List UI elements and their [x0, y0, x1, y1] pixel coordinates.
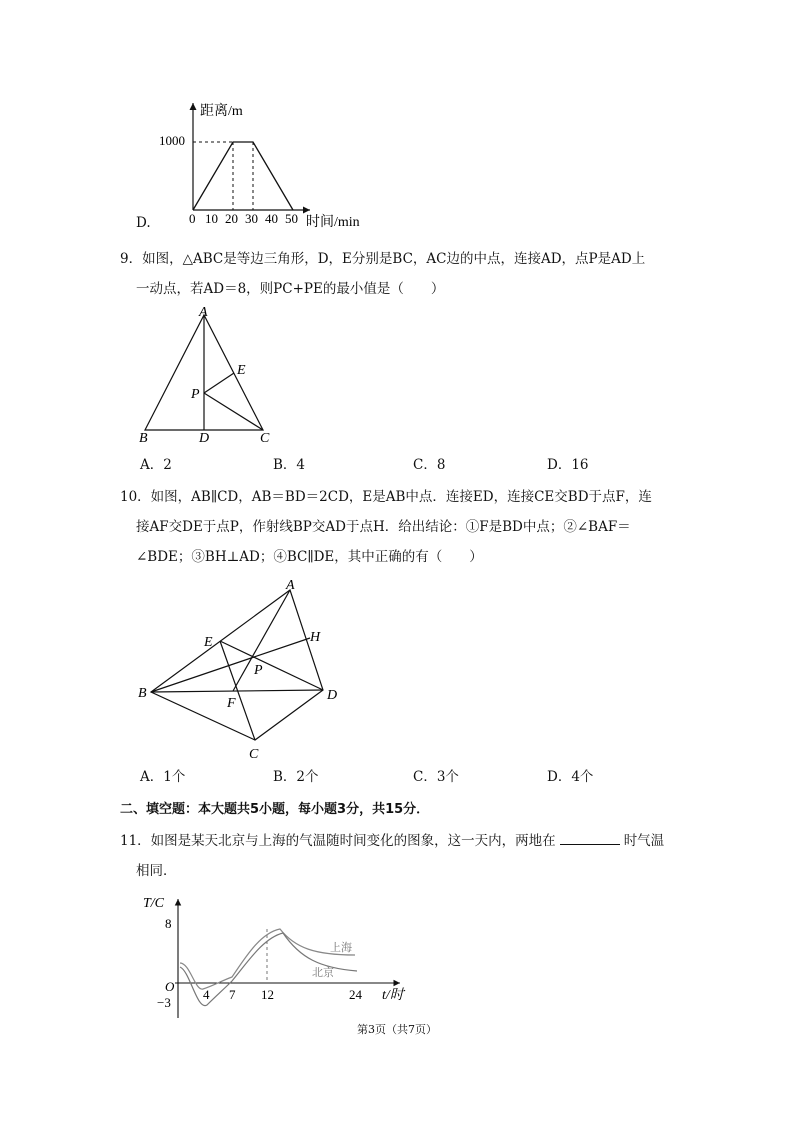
label-f: F: [227, 696, 236, 711]
answer-blank[interactable]: [560, 832, 620, 845]
shanghai-label: 上海: [330, 942, 352, 954]
y-tick-1000: 1000: [159, 133, 185, 148]
x-tick-50: 50: [285, 211, 298, 226]
q10-line3: ∠BDE；③BH⊥AD；④BC∥DE，其中正确的有（ ）: [136, 549, 483, 565]
q9-option-d[interactable]: D．16: [547, 457, 589, 473]
segment-ed: [220, 641, 323, 690]
q9-option-a[interactable]: A．2: [140, 457, 172, 473]
x-tick-10: 10: [205, 211, 218, 226]
q11-line1: [120, 832, 664, 850]
q11-line2: 相同．: [136, 863, 177, 879]
distance-time-graph: [150, 95, 380, 235]
x-tick-30: 30: [245, 211, 258, 226]
label-c: C: [249, 747, 259, 762]
x-tick-24: 24: [349, 987, 362, 1002]
option-d-label: D.: [136, 215, 151, 231]
label-a: A: [286, 578, 295, 593]
q11-line1-suffix: 时气温: [623, 833, 665, 849]
origin-label: O: [165, 979, 175, 994]
label-a: A: [199, 305, 208, 320]
label-b: B: [138, 686, 147, 701]
segment-pe: [204, 373, 234, 393]
page-footer: 第3页（共7页）: [357, 1023, 437, 1036]
x-axis-label: 时间/min: [306, 215, 360, 230]
y-tick-8: 8: [165, 916, 172, 931]
section-heading: 二、填空题：本大题共5小题，每小题3分，共15分．: [120, 802, 430, 817]
q11-line1-text: 11．如图是某天北京与上海的气温随时间变化的图象，这一天内，两地在: [120, 833, 556, 849]
q10-quadrilateral-figure: [135, 575, 350, 765]
q9-line1: 9．如图，△ABC是等边三角形，D，E分别是BC，AC边的中点，连接AD，点P是AD上: [120, 251, 646, 267]
q9-triangle-figure: [135, 305, 285, 450]
label-c: C: [260, 431, 270, 446]
beijing-label: 北京: [312, 967, 334, 979]
q10-option-a[interactable]: A．1个: [140, 769, 186, 785]
label-p: P: [191, 387, 200, 402]
x-tick-4: 4: [203, 987, 210, 1002]
x-tick-12: 12: [261, 987, 274, 1002]
q9-line2: 一动点，若AD＝8，则PC+PE的最小值是（ ）: [136, 281, 445, 297]
x-tick-20: 20: [225, 211, 238, 226]
q9-option-b[interactable]: B．4: [273, 457, 306, 473]
x-tick-40: 40: [265, 211, 278, 226]
y-tick-minus-3: −3: [157, 995, 171, 1010]
y-axis-label: 距离/m: [200, 104, 243, 119]
label-p: P: [254, 663, 263, 678]
temperature-graph: [135, 893, 425, 1023]
q10-line2: 接AF交DE于点P，作射线BP交AD于点H．给出结论：①F是BD中点；②∠BAF＝: [136, 519, 631, 535]
label-d: D: [327, 688, 338, 703]
x-axis-label: t/时: [382, 988, 404, 1003]
x-tick-0: 0: [189, 211, 196, 226]
shanghai-curve: [180, 929, 355, 989]
q10-option-d[interactable]: D．4个: [547, 769, 594, 785]
q10-line1: 10．如图，AB∥CD，AB＝BD＝2CD，E是AB中点．连接ED，连接CE交BD于点F，连: [120, 489, 652, 505]
label-e: E: [237, 363, 246, 378]
x-tick-7: 7: [229, 987, 236, 1002]
label-b: B: [139, 431, 148, 446]
q9-option-c[interactable]: C．8: [413, 457, 446, 473]
y-axis-label: T/C: [143, 896, 165, 911]
quad-abcd: [151, 590, 323, 740]
label-h: H: [310, 630, 321, 645]
graph-marks: [193, 142, 293, 210]
q10-option-b[interactable]: B．2个: [273, 769, 319, 785]
distance-line: [193, 142, 293, 210]
q10-option-c[interactable]: C．3个: [413, 769, 459, 785]
label-e: E: [204, 635, 213, 650]
label-d: D: [199, 431, 210, 446]
